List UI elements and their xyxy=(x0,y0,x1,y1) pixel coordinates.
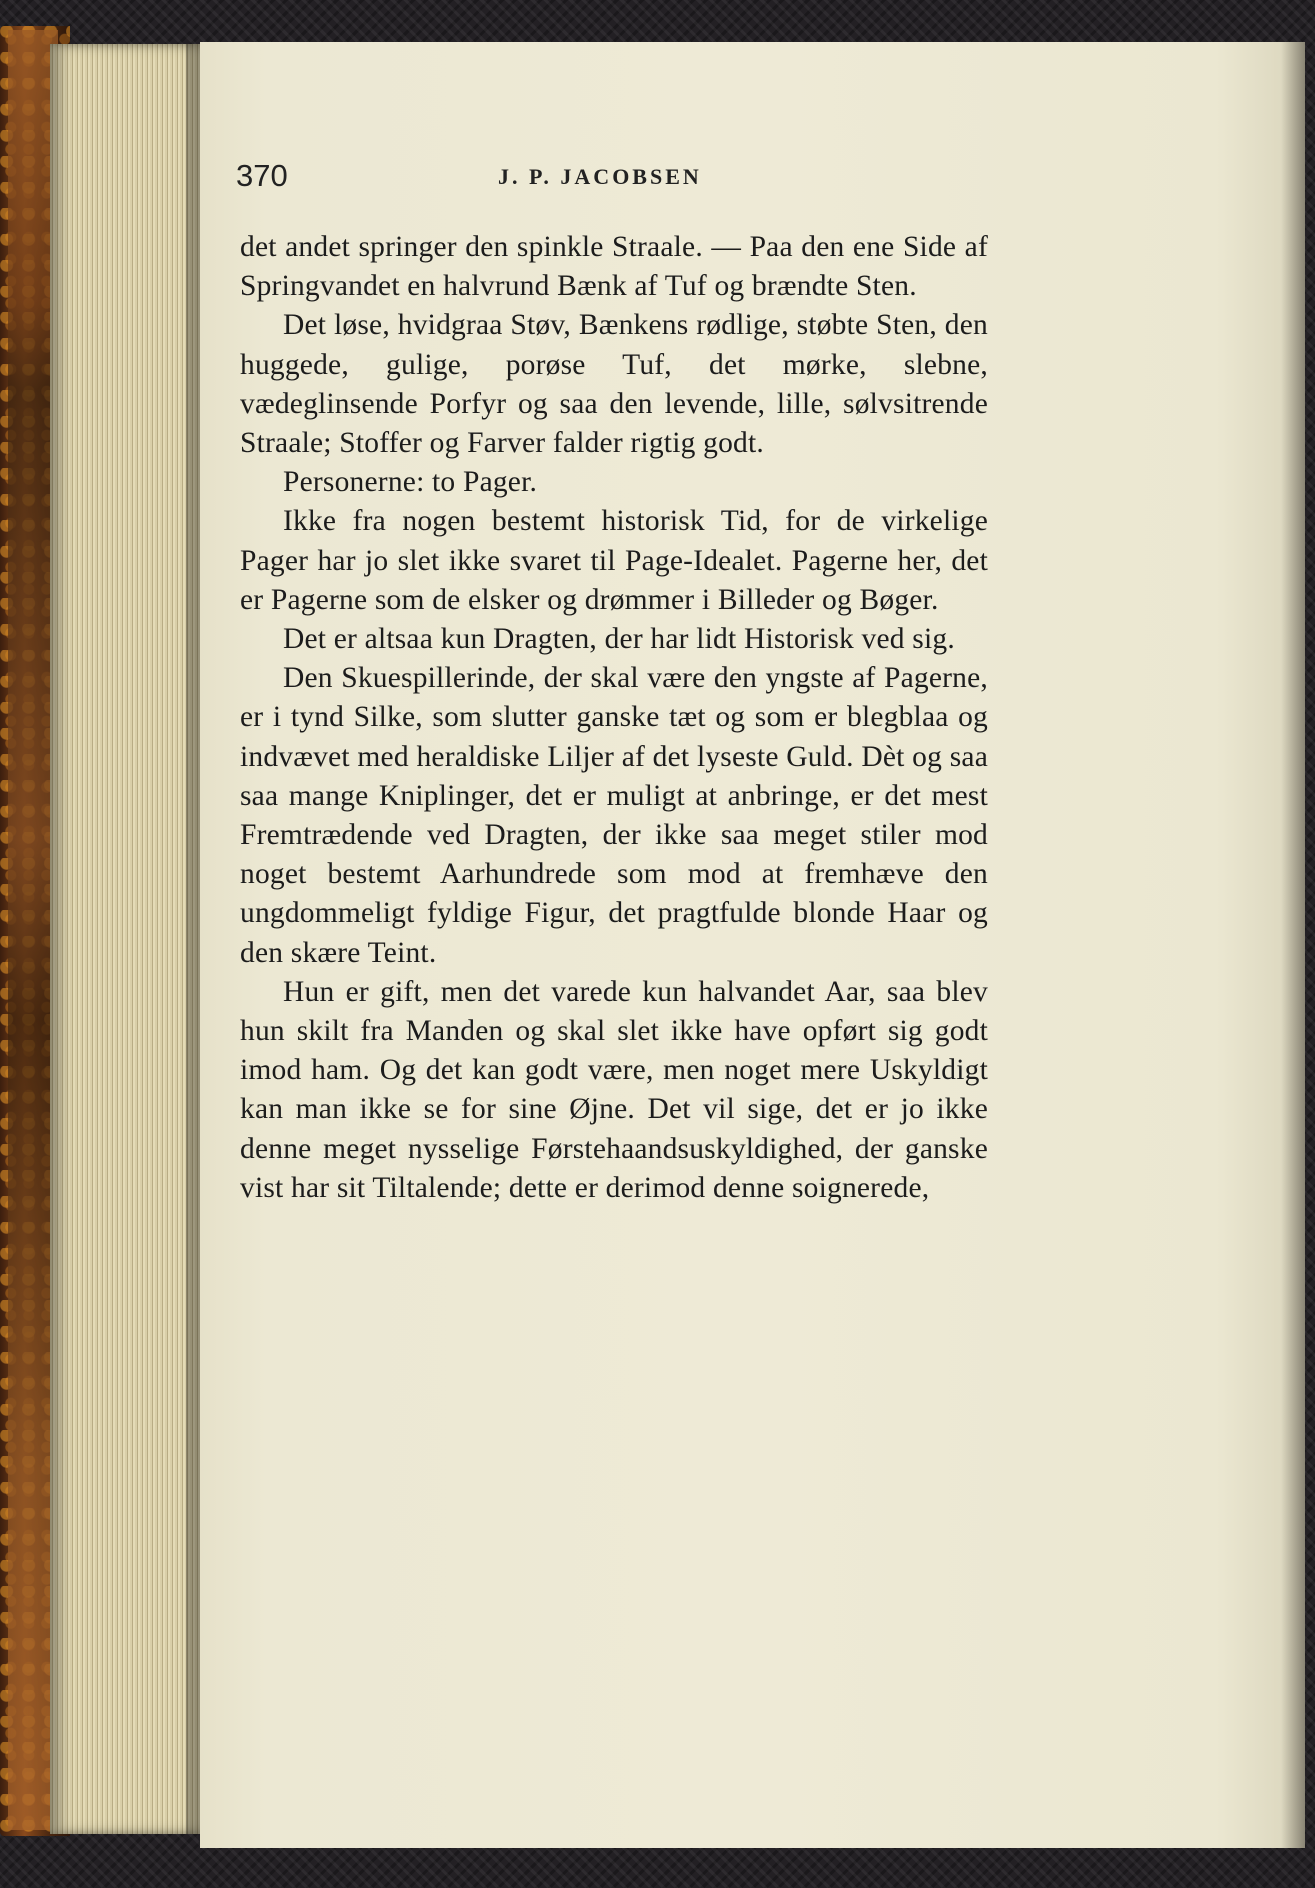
paragraph: Det er altsaa kun Dragten, der har lidt Historisk ved sig. xyxy=(283,623,955,656)
page-edge-shadow xyxy=(1281,42,1305,1848)
paragraph: Ikke fra nogen bestemt historisk Tid, for de virkelige Pager har jo slet ikke svaret til Page-Idealet. Pagerne her, det er Pagerne som de elsker og drømmer i Billeder og Bøger. xyxy=(240,505,988,616)
paragraph: Den Skuespillerinde, der skal være den yngste af Pagerne, er i tynd Silke, som slutter ganske tæt og som er blegblaa og indvævet med heraldiske Liljer af det lyseste Guld. Dèt og saa saa mange Kniplinger, det er muligt at anbringe, er det mest Fremtrædende ved Dragten, der ikke saa meget stiler mod noget bestemt Aarhundrede som mod at fremhæve den ungdommeligt fyldige Figur, det pragtfulde blonde Haar og den skære Teint. xyxy=(240,662,988,969)
paragraph: Det løse, hvidgraa Støv, Bænkens rødlige, støbte Sten, den huggede, gulige, porøse Tuf, det mørke, slebne, vædeglinsende Porfyr og saa den levende, lille, sølvsitrende Straale; Stoffer og Farver falder rigtig godt. xyxy=(240,309,988,460)
paragraph: Hun er gift, men det varede kun halvandet Aar, saa blev hun skilt fra Manden og skal slet ikke have opført sig godt imod ham. Og det kan godt være, men noget mere Uskyldigt kan man ikke se for sine Øjne. Det vil sige, det er jo ikke denne meget nysselige Førstehaandsuskyldighed, der ganske vist har sit Tiltalende; dette er derimod denne soignerede, xyxy=(240,975,988,1204)
running-head xyxy=(236,158,736,208)
running-title: J. P. JACOBSEN xyxy=(498,164,702,189)
paragraph: Personerne: to Pager. xyxy=(283,466,538,499)
page-edges xyxy=(50,44,200,1834)
paragraph: det andet springer den spinkle Straale. — Paa den ene Side af Springvandet en halvrund Bænk af Tuf og brændte Sten. xyxy=(240,231,988,303)
body-text xyxy=(240,228,988,1208)
page-number: 370 xyxy=(236,158,288,193)
